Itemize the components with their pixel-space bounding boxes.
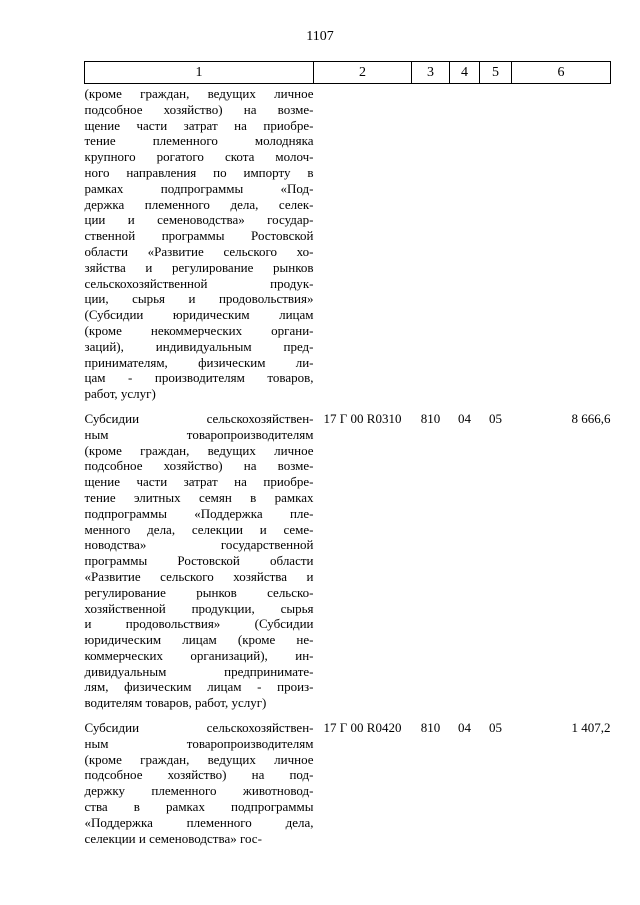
description-line: крупного рогатого скота молоч- (84, 149, 314, 165)
description-line: хозяйственной продукции, сырья (84, 600, 314, 616)
description-line: (кроме граждан, ведущих личное (84, 442, 314, 458)
description-line: (кроме граждан, ведущих личное (84, 86, 314, 101)
description-line: новодства» государственной (84, 537, 314, 553)
description-line: водителям товаров, работ, услуг) (84, 695, 267, 711)
description-line: тение племенного молодняка (84, 133, 314, 149)
column-4-cell: 04 (458, 410, 471, 426)
description-line: Субсидии сельскохозяйствен- (84, 410, 314, 426)
description-line: коммерческих организаций), ин- (84, 647, 314, 663)
page-number: 1107 (306, 29, 334, 44)
column-5-cell: 05 (489, 410, 502, 426)
description-line: селекции и семеноводства» гос- (84, 830, 262, 846)
column-3-cell (412, 84, 450, 402)
amount-cell: 8 666,6 (571, 410, 611, 426)
description-line: и продовольствия» (Субсидии (84, 616, 314, 632)
description-line: ным товаропроизводителям (84, 735, 314, 751)
budget-table (84, 61, 611, 846)
amount-cell (512, 84, 611, 402)
description-line: ции, сырья и продовольствия» (84, 291, 314, 307)
description-line: принимателям, физическим ли- (84, 354, 314, 370)
budget-code-cell (314, 84, 412, 402)
budget-code-cell: 17 Г 00 R0420 (323, 720, 402, 736)
column-header-2: 2 (314, 62, 412, 84)
description-line: держку племенного животновод- (84, 783, 314, 799)
description-line: области «Развитие сельского хо- (84, 243, 314, 259)
column-header-5: 5 (480, 62, 512, 84)
description-line: менного дела, селекции и семе- (84, 521, 314, 537)
description-line: ственной программы Ростовской (84, 228, 314, 244)
table-header-row (85, 62, 611, 84)
description-line: (Субсидии юридическим лицам (84, 307, 314, 323)
description-line: тение элитных семян в рамках (84, 489, 314, 505)
column-header-4: 4 (450, 62, 480, 84)
description-line: лям, физическим лицам - произ- (84, 679, 314, 695)
column-4-cell: 04 (458, 720, 471, 736)
description-line: юридическим лицам (кроме не- (84, 632, 314, 648)
description-line: держка племенного дела, селек- (84, 196, 314, 212)
table-row (85, 84, 611, 402)
description-line: работ, услуг) (84, 386, 156, 402)
description-line: ства в рамках подпрограммы (84, 799, 314, 815)
column-header-6: 6 (512, 62, 611, 84)
description-line: сельскохозяйственной продук- (84, 275, 314, 291)
table-row (85, 711, 611, 846)
description-line: цам - производителям товаров, (84, 370, 314, 386)
description-line: подсобное хозяйство) на возме- (84, 458, 314, 474)
description-line: подпрограммы «Поддержка пле- (84, 505, 314, 521)
description-line: (кроме некоммерческих органи- (84, 322, 314, 338)
description-line: (кроме граждан, ведущих личное (84, 751, 314, 767)
column-3-cell: 810 (420, 720, 441, 736)
amount-cell: 1 407,2 (571, 720, 611, 736)
column-header-3: 3 (412, 62, 450, 84)
description-line: программы Ростовской области (84, 553, 314, 569)
description-line: щение части затрат на приобре- (84, 117, 314, 133)
description-line: ным товаропроизводителям (84, 426, 314, 442)
description-line: рамках подпрограммы «Под- (84, 180, 314, 196)
row-description (85, 84, 314, 402)
description-line: щение части затрат на приобре- (84, 474, 314, 490)
description-line: зяйства и регулирование рынков (84, 259, 314, 275)
column-5-cell: 05 (489, 720, 502, 736)
description-line: подсобное хозяйство) на возме- (84, 101, 314, 117)
row-description (85, 402, 314, 711)
description-line: «Развитие сельского хозяйства и (84, 568, 314, 584)
column-4-cell (450, 84, 480, 402)
row-description (85, 711, 314, 846)
description-line: подсобное хозяйство) на под- (84, 767, 314, 783)
table-row (85, 402, 611, 711)
description-line: дивидуальным предпринимате- (84, 663, 314, 679)
description-line: заций), индивидуальным пред- (84, 338, 314, 354)
description-line: ции и семеноводства» государ- (84, 212, 314, 228)
description-line: регулирование рынков сельско- (84, 584, 314, 600)
column-5-cell (480, 84, 512, 402)
description-line: Субсидии сельскохозяйствен- (84, 720, 314, 736)
description-line: ного направления по импорту в (84, 164, 314, 180)
budget-code-cell: 17 Г 00 R0310 (323, 410, 402, 426)
column-header-1: 1 (85, 62, 314, 84)
column-3-cell: 810 (420, 410, 441, 426)
description-line: «Поддержка племенного дела, (84, 814, 314, 830)
